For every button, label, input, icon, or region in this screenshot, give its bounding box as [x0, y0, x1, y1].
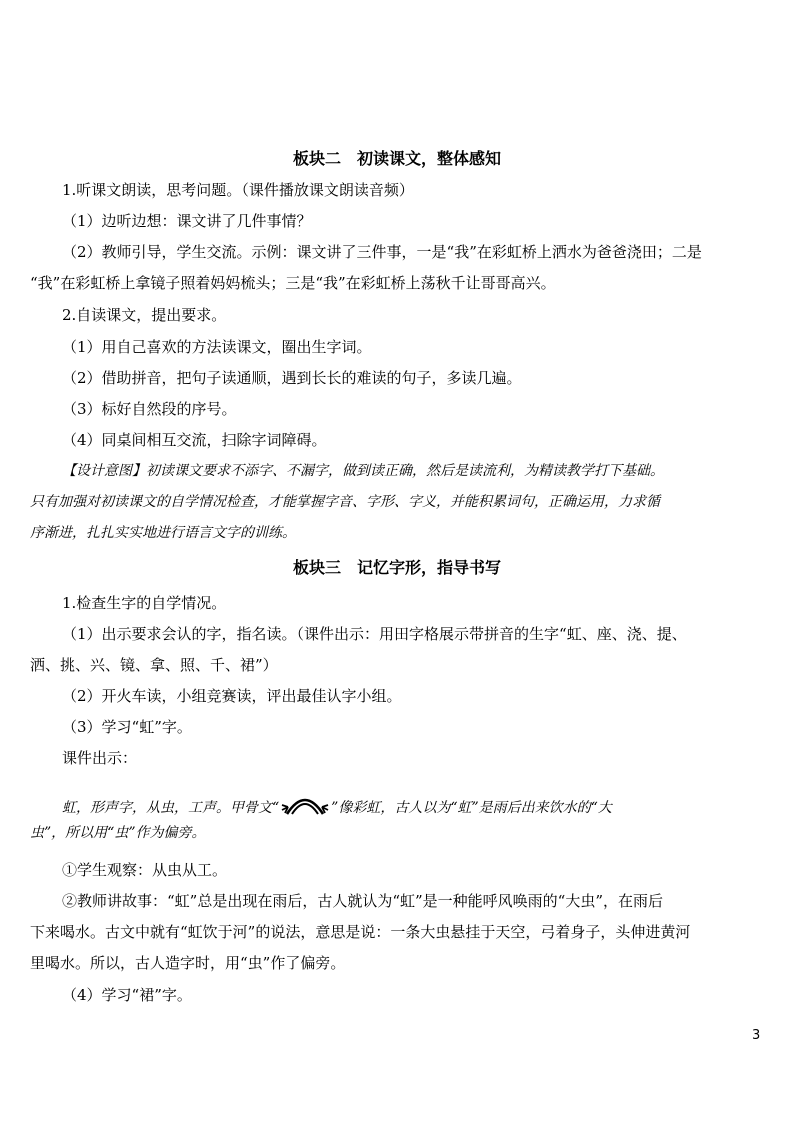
hong-text-a: 虹，形声字，从虫，工声。甲骨文“ [62, 800, 280, 816]
s3-story-3: 里喝水。所以，古人造字时，用“虫”作了偏旁。 [30, 954, 346, 972]
design-intent-1: 【设计意图】初读课文要求不添字、不漏字，做到读正确，然后是读流利，为精读教学打下基础。 [62, 463, 664, 479]
s2-q2-2: （2）借助拼音，把句子读通顺，遇到长长的难读的句子，多读几遍。 [62, 369, 522, 387]
hong-explanation-line1 [62, 792, 612, 818]
courseware-label: 课件出示： [62, 749, 138, 767]
s3-q1-1b: 洒、挑、兴、镜、拿、照、千、裙”） [30, 656, 278, 674]
section3-heading: 板块三 记忆字形，指导书写 [292, 558, 501, 577]
s3-q1: 1.检查生字的自学情况。 [62, 594, 227, 612]
s2-q1-2a: （2）教师引导，学生交流。示例：课文讲了三件事，一是“我”在彩虹桥上洒水为爸爸浇田；二是 [62, 243, 702, 261]
design-intent-2: 只有加强对初读课文的自学情况检查，才能掌握字音、字形、字义，并能积累词句，正确运用，力求循 [30, 494, 660, 510]
s3-q1-1a: （1）出示要求会认的字，指名读。（课件出示：用田字格展示带拼音的生字“虹、座、浇、提、 [62, 625, 687, 643]
s2-q2-3: （3）标好自然段的序号。 [62, 400, 237, 418]
s2-q2: 2.自读课文，提出要求。 [62, 306, 227, 324]
s3-q1-2: （2）开火车读，小组竞赛读，评出最佳认字小组。 [62, 687, 402, 705]
s3-story-1: ②教师讲故事：“虹”总是出现在雨后，古人就认为“虹”是一种能呼风唤雨的“大虫”，在雨后 [62, 892, 664, 910]
s3-observe: ①学生观察：从虫从工。 [62, 861, 228, 879]
s3-story-2: 下来喝水。古文中就有“虹饮于河”的说法，意思是说：一条大虫悬挂于天空，弓着身子，头伸进黄河 [30, 923, 691, 941]
s2-q2-1: （1）用自己喜欢的方法读课文，圈出生字词。 [62, 338, 372, 356]
s2-q2-4: （4）同桌间相互交流，扫除字词障碍。 [62, 431, 327, 449]
s3-q1-3: （3）学习“虹”字。 [62, 718, 192, 736]
s2-q1-2b: “我”在彩虹桥上拿镜子照着妈妈梳头；三是“我”在彩虹桥上荡秋千让哥哥高兴。 [30, 274, 556, 292]
hong-text-b: ”像彩虹，古人以为“虹”是雨后出来饮水的“大 [331, 800, 612, 816]
page-number: 3 [752, 1028, 761, 1043]
section2-heading: 板块二 初读课文，整体感知 [292, 149, 501, 168]
design-intent-3: 序渐进，扎扎实实地进行语言文字的训练。 [30, 525, 296, 541]
s2-q1: 1.听课文朗读，思考问题。（课件播放课文朗读音频） [62, 181, 414, 199]
s2-q1-1: （1）边听边想：课文讲了几件事情？ [62, 212, 312, 230]
s3-q1-4: （4）学习“裙”字。 [62, 986, 192, 1004]
hong-explanation-line2: 虫”，所以用“虫”作为偏旁。 [30, 825, 206, 841]
oracle-bone-rainbow-icon [279, 792, 331, 818]
